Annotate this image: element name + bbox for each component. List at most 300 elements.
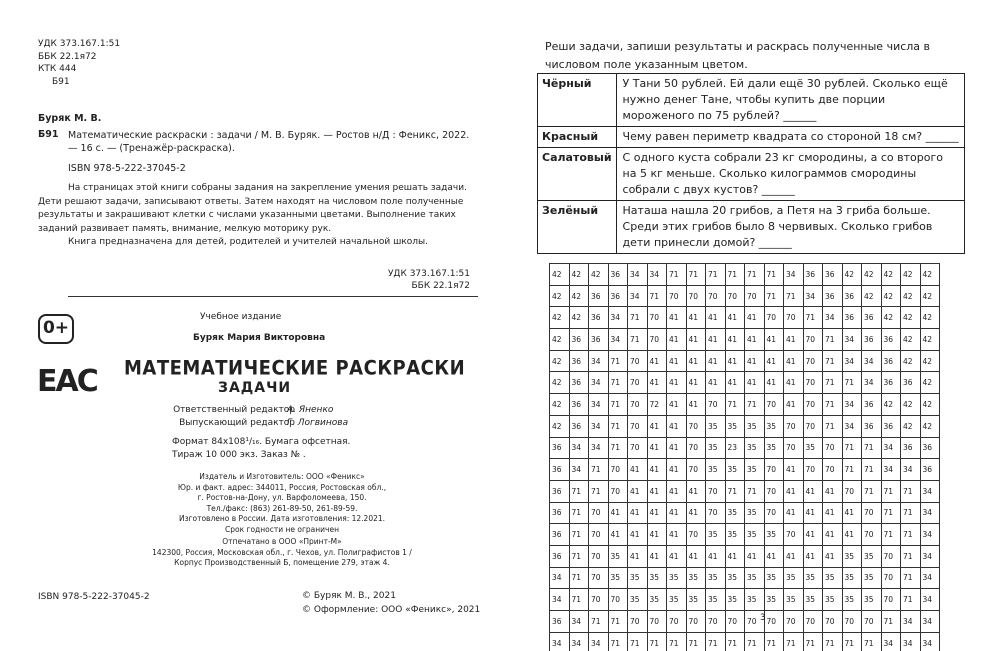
grid-cell[interactable]: 42 <box>550 415 570 437</box>
grid-cell[interactable]: 41 <box>764 372 784 394</box>
grid-cell[interactable]: 42 <box>920 307 940 329</box>
grid-cell[interactable]: 42 <box>901 415 921 437</box>
grid-cell[interactable]: 34 <box>881 632 901 651</box>
grid-cell[interactable]: 70 <box>589 567 609 589</box>
grid-cell[interactable]: 70 <box>803 350 823 372</box>
grid-cell[interactable]: 71 <box>589 459 609 481</box>
grid-cell[interactable]: 70 <box>881 567 901 589</box>
grid-cell[interactable]: 71 <box>628 632 648 651</box>
grid-cell[interactable]: 35 <box>706 415 726 437</box>
grid-cell[interactable]: 34 <box>803 285 823 307</box>
grid-cell[interactable]: 41 <box>803 480 823 502</box>
grid-cell[interactable]: 42 <box>881 394 901 416</box>
grid-cell[interactable]: 71 <box>686 264 706 286</box>
grid-cell[interactable]: 36 <box>550 545 570 567</box>
grid-cell[interactable]: 34 <box>920 524 940 546</box>
grid-cell[interactable]: 71 <box>706 632 726 651</box>
grid-cell[interactable]: 71 <box>842 372 862 394</box>
grid-cell[interactable]: 70 <box>647 611 667 633</box>
grid-cell[interactable]: 70 <box>686 524 706 546</box>
grid-cell[interactable]: 41 <box>823 524 843 546</box>
grid-cell[interactable]: 35 <box>862 545 882 567</box>
grid-cell[interactable]: 35 <box>764 524 784 546</box>
grid-cell[interactable]: 41 <box>842 502 862 524</box>
grid-cell[interactable]: 71 <box>647 632 667 651</box>
grid-cell[interactable]: 36 <box>920 459 940 481</box>
grid-cell[interactable]: 71 <box>608 350 628 372</box>
grid-cell[interactable]: 70 <box>784 524 804 546</box>
grid-cell[interactable]: 42 <box>920 372 940 394</box>
grid-cell[interactable]: 70 <box>589 502 609 524</box>
grid-cell[interactable]: 71 <box>725 480 745 502</box>
grid-cell[interactable]: 41 <box>647 524 667 546</box>
grid-cell[interactable]: 34 <box>901 611 921 633</box>
grid-cell[interactable]: 34 <box>842 329 862 351</box>
grid-cell[interactable]: 41 <box>667 437 687 459</box>
grid-cell[interactable]: 71 <box>901 480 921 502</box>
grid-cell[interactable]: 70 <box>881 545 901 567</box>
grid-cell[interactable]: 42 <box>550 285 570 307</box>
grid-cell[interactable]: 42 <box>920 350 940 372</box>
grid-cell[interactable]: 41 <box>784 545 804 567</box>
grid-cell[interactable]: 35 <box>647 589 667 611</box>
grid-cell[interactable]: 36 <box>862 329 882 351</box>
grid-cell[interactable]: 41 <box>667 524 687 546</box>
grid-cell[interactable]: 36 <box>901 372 921 394</box>
grid-cell[interactable]: 35 <box>803 589 823 611</box>
grid-cell[interactable]: 41 <box>608 502 628 524</box>
grid-cell[interactable]: 41 <box>628 502 648 524</box>
grid-cell[interactable]: 41 <box>784 394 804 416</box>
grid-cell[interactable]: 71 <box>784 632 804 651</box>
grid-cell[interactable]: 34 <box>569 459 589 481</box>
grid-cell[interactable]: 35 <box>667 589 687 611</box>
grid-cell[interactable]: 42 <box>901 329 921 351</box>
grid-cell[interactable]: 41 <box>628 459 648 481</box>
grid-cell[interactable]: 70 <box>745 285 765 307</box>
grid-cell[interactable]: 41 <box>803 545 823 567</box>
grid-cell[interactable]: 70 <box>803 415 823 437</box>
grid-cell[interactable]: 42 <box>920 415 940 437</box>
grid-cell[interactable]: 42 <box>550 394 570 416</box>
grid-cell[interactable]: 71 <box>823 632 843 651</box>
grid-cell[interactable]: 70 <box>589 589 609 611</box>
grid-cell[interactable]: 35 <box>628 589 648 611</box>
grid-cell[interactable]: 71 <box>823 415 843 437</box>
grid-cell[interactable]: 70 <box>647 329 667 351</box>
grid-cell[interactable]: 36 <box>550 524 570 546</box>
grid-cell[interactable]: 71 <box>823 394 843 416</box>
grid-cell[interactable]: 34 <box>784 264 804 286</box>
grid-cell[interactable]: 41 <box>647 437 667 459</box>
grid-cell[interactable]: 71 <box>823 372 843 394</box>
grid-cell[interactable]: 71 <box>667 264 687 286</box>
grid-cell[interactable]: 71 <box>608 611 628 633</box>
grid-cell[interactable]: 42 <box>550 307 570 329</box>
grid-cell[interactable]: 41 <box>706 307 726 329</box>
grid-cell[interactable]: 42 <box>901 285 921 307</box>
grid-cell[interactable]: 41 <box>784 372 804 394</box>
grid-cell[interactable]: 70 <box>862 502 882 524</box>
grid-cell[interactable]: 71 <box>842 632 862 651</box>
grid-cell[interactable]: 42 <box>901 307 921 329</box>
grid-cell[interactable]: 41 <box>667 459 687 481</box>
grid-cell[interactable]: 35 <box>764 437 784 459</box>
grid-cell[interactable]: 34 <box>569 611 589 633</box>
grid-cell[interactable]: 41 <box>686 350 706 372</box>
grid-cell[interactable]: 35 <box>686 589 706 611</box>
grid-cell[interactable]: 36 <box>823 264 843 286</box>
grid-cell[interactable]: 70 <box>628 372 648 394</box>
grid-cell[interactable]: 70 <box>764 611 784 633</box>
grid-cell[interactable]: 41 <box>667 502 687 524</box>
grid-cell[interactable]: 41 <box>647 415 667 437</box>
grid-cell[interactable]: 36 <box>589 285 609 307</box>
grid-cell[interactable]: 41 <box>686 394 706 416</box>
grid-cell[interactable]: 70 <box>628 350 648 372</box>
grid-cell[interactable]: 70 <box>608 480 628 502</box>
grid-cell[interactable]: 34 <box>589 632 609 651</box>
grid-cell[interactable]: 71 <box>589 480 609 502</box>
grid-cell[interactable]: 35 <box>706 567 726 589</box>
grid-cell[interactable]: 42 <box>550 264 570 286</box>
grid-cell[interactable]: 41 <box>667 480 687 502</box>
grid-cell[interactable]: 34 <box>589 394 609 416</box>
grid-cell[interactable]: 70 <box>725 611 745 633</box>
grid-cell[interactable]: 35 <box>686 567 706 589</box>
grid-cell[interactable]: 70 <box>647 307 667 329</box>
grid-cell[interactable]: 41 <box>686 307 706 329</box>
grid-cell[interactable]: 36 <box>550 611 570 633</box>
grid-cell[interactable]: 36 <box>881 329 901 351</box>
grid-cell[interactable]: 36 <box>862 394 882 416</box>
grid-cell[interactable]: 70 <box>784 307 804 329</box>
grid-cell[interactable]: 35 <box>862 589 882 611</box>
grid-cell[interactable]: 34 <box>842 394 862 416</box>
grid-cell[interactable]: 36 <box>862 307 882 329</box>
grid-cell[interactable]: 70 <box>862 524 882 546</box>
grid-cell[interactable]: 72 <box>647 394 667 416</box>
grid-cell[interactable]: 70 <box>667 285 687 307</box>
grid-cell[interactable]: 71 <box>862 632 882 651</box>
grid-cell[interactable]: 42 <box>901 394 921 416</box>
grid-cell[interactable]: 70 <box>706 285 726 307</box>
grid-cell[interactable]: 41 <box>784 480 804 502</box>
grid-cell[interactable]: 70 <box>706 394 726 416</box>
grid-cell[interactable]: 42 <box>901 264 921 286</box>
grid-cell[interactable]: 34 <box>881 437 901 459</box>
grid-cell[interactable]: 35 <box>725 567 745 589</box>
grid-cell[interactable]: 41 <box>823 480 843 502</box>
grid-cell[interactable]: 42 <box>550 350 570 372</box>
grid-cell[interactable]: 35 <box>745 437 765 459</box>
grid-cell[interactable]: 35 <box>647 567 667 589</box>
grid-cell[interactable]: 35 <box>706 437 726 459</box>
grid-cell[interactable]: 35 <box>784 567 804 589</box>
grid-cell[interactable]: 41 <box>784 459 804 481</box>
grid-cell[interactable]: 41 <box>628 524 648 546</box>
grid-cell[interactable]: 34 <box>881 459 901 481</box>
grid-cell[interactable]: 71 <box>881 502 901 524</box>
grid-cell[interactable]: 71 <box>569 480 589 502</box>
grid-cell[interactable]: 70 <box>628 394 648 416</box>
grid-cell[interactable]: 41 <box>686 545 706 567</box>
grid-cell[interactable]: 71 <box>862 437 882 459</box>
grid-cell[interactable]: 35 <box>628 567 648 589</box>
grid-cell[interactable]: 34 <box>920 502 940 524</box>
grid-cell[interactable]: 34 <box>569 437 589 459</box>
grid-cell[interactable]: 36 <box>550 459 570 481</box>
grid-cell[interactable]: 35 <box>745 567 765 589</box>
grid-cell[interactable]: 71 <box>842 437 862 459</box>
grid-cell[interactable]: 71 <box>745 264 765 286</box>
grid-cell[interactable]: 70 <box>862 611 882 633</box>
grid-cell[interactable]: 71 <box>569 524 589 546</box>
grid-cell[interactable]: 71 <box>608 415 628 437</box>
grid-cell[interactable]: 34 <box>901 632 921 651</box>
grid-cell[interactable]: 42 <box>920 329 940 351</box>
grid-cell[interactable]: 71 <box>803 307 823 329</box>
grid-cell[interactable]: 35 <box>667 567 687 589</box>
grid-cell[interactable]: 71 <box>823 329 843 351</box>
grid-cell[interactable]: 71 <box>686 632 706 651</box>
grid-cell[interactable]: 70 <box>764 459 784 481</box>
grid-cell[interactable]: 71 <box>745 632 765 651</box>
grid-cell[interactable]: 70 <box>608 459 628 481</box>
grid-cell[interactable]: 42 <box>862 264 882 286</box>
grid-cell[interactable]: 36 <box>550 480 570 502</box>
grid-cell[interactable]: 34 <box>920 480 940 502</box>
grid-cell[interactable]: 42 <box>550 372 570 394</box>
grid-cell[interactable]: 34 <box>589 415 609 437</box>
grid-cell[interactable]: 71 <box>764 264 784 286</box>
grid-cell[interactable]: 41 <box>667 372 687 394</box>
grid-cell[interactable]: 36 <box>881 415 901 437</box>
grid-cell[interactable]: 34 <box>920 611 940 633</box>
grid-cell[interactable]: 35 <box>862 567 882 589</box>
grid-cell[interactable]: 34 <box>823 307 843 329</box>
grid-cell[interactable]: 36 <box>842 285 862 307</box>
grid-cell[interactable]: 70 <box>686 415 706 437</box>
grid-cell[interactable]: 41 <box>647 502 667 524</box>
grid-cell[interactable]: 71 <box>569 545 589 567</box>
grid-cell[interactable]: 70 <box>764 502 784 524</box>
grid-cell[interactable]: 70 <box>686 437 706 459</box>
grid-cell[interactable]: 41 <box>667 394 687 416</box>
grid-cell[interactable]: 35 <box>725 415 745 437</box>
grid-cell[interactable]: 42 <box>569 264 589 286</box>
grid-cell[interactable]: 71 <box>901 502 921 524</box>
grid-cell[interactable]: 35 <box>745 589 765 611</box>
grid-cell[interactable]: 71 <box>881 480 901 502</box>
grid-cell[interactable]: 35 <box>842 545 862 567</box>
grid-cell[interactable]: 71 <box>628 329 648 351</box>
grid-cell[interactable]: 36 <box>881 372 901 394</box>
grid-cell[interactable]: 35 <box>745 502 765 524</box>
grid-cell[interactable]: 41 <box>784 329 804 351</box>
grid-cell[interactable]: 34 <box>550 589 570 611</box>
grid-cell[interactable]: 71 <box>823 350 843 372</box>
grid-cell[interactable]: 71 <box>745 480 765 502</box>
grid-cell[interactable]: 70 <box>803 372 823 394</box>
grid-cell[interactable]: 34 <box>647 264 667 286</box>
grid-cell[interactable]: 34 <box>628 264 648 286</box>
grid-cell[interactable]: 35 <box>784 589 804 611</box>
grid-cell[interactable]: 70 <box>628 437 648 459</box>
grid-cell[interactable]: 41 <box>628 480 648 502</box>
grid-cell[interactable]: 34 <box>920 632 940 651</box>
grid-cell[interactable]: 41 <box>725 329 745 351</box>
grid-cell[interactable]: 70 <box>803 394 823 416</box>
grid-cell[interactable]: 35 <box>725 459 745 481</box>
grid-cell[interactable]: 41 <box>745 545 765 567</box>
grid-cell[interactable]: 34 <box>920 589 940 611</box>
grid-cell[interactable]: 70 <box>823 459 843 481</box>
grid-cell[interactable]: 35 <box>725 589 745 611</box>
grid-cell[interactable]: 70 <box>784 611 804 633</box>
grid-cell[interactable]: 36 <box>569 372 589 394</box>
grid-cell[interactable]: 71 <box>608 437 628 459</box>
grid-cell[interactable]: 42 <box>881 307 901 329</box>
grid-cell[interactable]: 41 <box>725 307 745 329</box>
grid-cell[interactable]: 34 <box>550 632 570 651</box>
grid-cell[interactable]: 35 <box>725 502 745 524</box>
grid-cell[interactable]: 34 <box>589 372 609 394</box>
grid-cell[interactable]: 71 <box>901 545 921 567</box>
grid-cell[interactable]: 71 <box>862 480 882 502</box>
grid-cell[interactable]: 70 <box>803 459 823 481</box>
grid-cell[interactable]: 35 <box>725 524 745 546</box>
grid-cell[interactable]: 70 <box>764 394 784 416</box>
grid-cell[interactable]: 70 <box>842 611 862 633</box>
grid-cell[interactable]: 71 <box>628 307 648 329</box>
grid-cell[interactable]: 41 <box>745 329 765 351</box>
grid-cell[interactable]: 71 <box>784 285 804 307</box>
grid-cell[interactable]: 41 <box>725 350 745 372</box>
grid-cell[interactable]: 42 <box>842 264 862 286</box>
grid-cell[interactable]: 70 <box>686 285 706 307</box>
grid-cell[interactable]: 42 <box>920 285 940 307</box>
grid-cell[interactable]: 71 <box>608 372 628 394</box>
grid-cell[interactable]: 70 <box>745 611 765 633</box>
grid-cell[interactable]: 35 <box>745 524 765 546</box>
grid-cell[interactable]: 70 <box>706 502 726 524</box>
grid-cell[interactable]: 35 <box>608 545 628 567</box>
grid-cell[interactable]: 34 <box>920 545 940 567</box>
grid-cell[interactable]: 71 <box>862 459 882 481</box>
grid-cell[interactable]: 71 <box>608 394 628 416</box>
grid-cell[interactable]: 42 <box>550 329 570 351</box>
grid-cell[interactable]: 41 <box>706 329 726 351</box>
grid-cell[interactable]: 41 <box>823 502 843 524</box>
grid-cell[interactable]: 36 <box>569 350 589 372</box>
grid-cell[interactable]: 41 <box>784 350 804 372</box>
grid-cell[interactable]: 35 <box>706 524 726 546</box>
grid-cell[interactable]: 71 <box>647 285 667 307</box>
grid-cell[interactable]: 70 <box>842 480 862 502</box>
grid-cell[interactable]: 41 <box>686 480 706 502</box>
grid-cell[interactable]: 70 <box>608 589 628 611</box>
grid-cell[interactable]: 36 <box>569 329 589 351</box>
grid-cell[interactable]: 70 <box>881 589 901 611</box>
grid-cell[interactable]: 35 <box>706 459 726 481</box>
grid-cell[interactable]: 41 <box>706 372 726 394</box>
grid-cell[interactable]: 41 <box>686 329 706 351</box>
grid-cell[interactable]: 41 <box>823 545 843 567</box>
grid-cell[interactable]: 34 <box>628 285 648 307</box>
grid-cell[interactable]: 41 <box>842 524 862 546</box>
grid-cell[interactable]: 42 <box>920 264 940 286</box>
grid-cell[interactable]: 42 <box>920 394 940 416</box>
grid-cell[interactable]: 42 <box>881 264 901 286</box>
grid-cell[interactable]: 41 <box>706 350 726 372</box>
grid-cell[interactable]: 41 <box>647 459 667 481</box>
grid-cell[interactable]: 71 <box>569 567 589 589</box>
grid-cell[interactable]: 71 <box>706 264 726 286</box>
grid-cell[interactable]: 41 <box>667 415 687 437</box>
grid-cell[interactable]: 71 <box>881 524 901 546</box>
grid-cell[interactable]: 70 <box>706 480 726 502</box>
grid-cell[interactable]: 70 <box>667 611 687 633</box>
grid-cell[interactable]: 36 <box>920 437 940 459</box>
grid-cell[interactable]: 36 <box>608 285 628 307</box>
grid-cell[interactable]: 71 <box>881 611 901 633</box>
grid-cell[interactable]: 70 <box>706 611 726 633</box>
grid-cell[interactable]: 35 <box>823 589 843 611</box>
grid-cell[interactable]: 70 <box>823 437 843 459</box>
grid-cell[interactable]: 34 <box>589 437 609 459</box>
grid-cell[interactable]: 36 <box>862 415 882 437</box>
grid-cell[interactable]: 41 <box>608 524 628 546</box>
grid-cell[interactable]: 41 <box>647 480 667 502</box>
grid-cell[interactable]: 35 <box>842 567 862 589</box>
grid-cell[interactable]: 35 <box>842 589 862 611</box>
grid-cell[interactable]: 70 <box>589 524 609 546</box>
grid-cell[interactable]: 70 <box>784 437 804 459</box>
grid-cell[interactable]: 71 <box>725 632 745 651</box>
grid-cell[interactable]: 41 <box>667 329 687 351</box>
grid-cell[interactable]: 71 <box>608 632 628 651</box>
grid-cell[interactable]: 34 <box>550 567 570 589</box>
grid-cell[interactable]: 35 <box>803 437 823 459</box>
grid-cell[interactable]: 34 <box>569 632 589 651</box>
grid-cell[interactable]: 70 <box>589 545 609 567</box>
grid-cell[interactable]: 36 <box>901 437 921 459</box>
grid-cell[interactable]: 36 <box>550 502 570 524</box>
grid-cell[interactable]: 71 <box>842 459 862 481</box>
grid-cell[interactable]: 35 <box>745 415 765 437</box>
grid-cell[interactable]: 41 <box>706 545 726 567</box>
grid-cell[interactable]: 36 <box>803 264 823 286</box>
grid-cell[interactable]: 36 <box>589 307 609 329</box>
grid-cell[interactable]: 35 <box>706 589 726 611</box>
grid-cell[interactable]: 41 <box>745 307 765 329</box>
grid-cell[interactable]: 71 <box>569 502 589 524</box>
grid-cell[interactable]: 71 <box>803 632 823 651</box>
grid-cell[interactable]: 70 <box>686 611 706 633</box>
grid-cell[interactable]: 35 <box>803 567 823 589</box>
grid-cell[interactable]: 34 <box>862 350 882 372</box>
grid-cell[interactable]: 41 <box>764 545 784 567</box>
grid-cell[interactable]: 35 <box>764 589 784 611</box>
grid-cell[interactable]: 71 <box>667 632 687 651</box>
grid-cell[interactable]: 41 <box>784 502 804 524</box>
grid-cell[interactable]: 42 <box>569 285 589 307</box>
grid-cell[interactable]: 41 <box>647 372 667 394</box>
grid-cell[interactable]: 70 <box>628 611 648 633</box>
grid-cell[interactable]: 71 <box>569 589 589 611</box>
grid-cell[interactable]: 71 <box>725 394 745 416</box>
